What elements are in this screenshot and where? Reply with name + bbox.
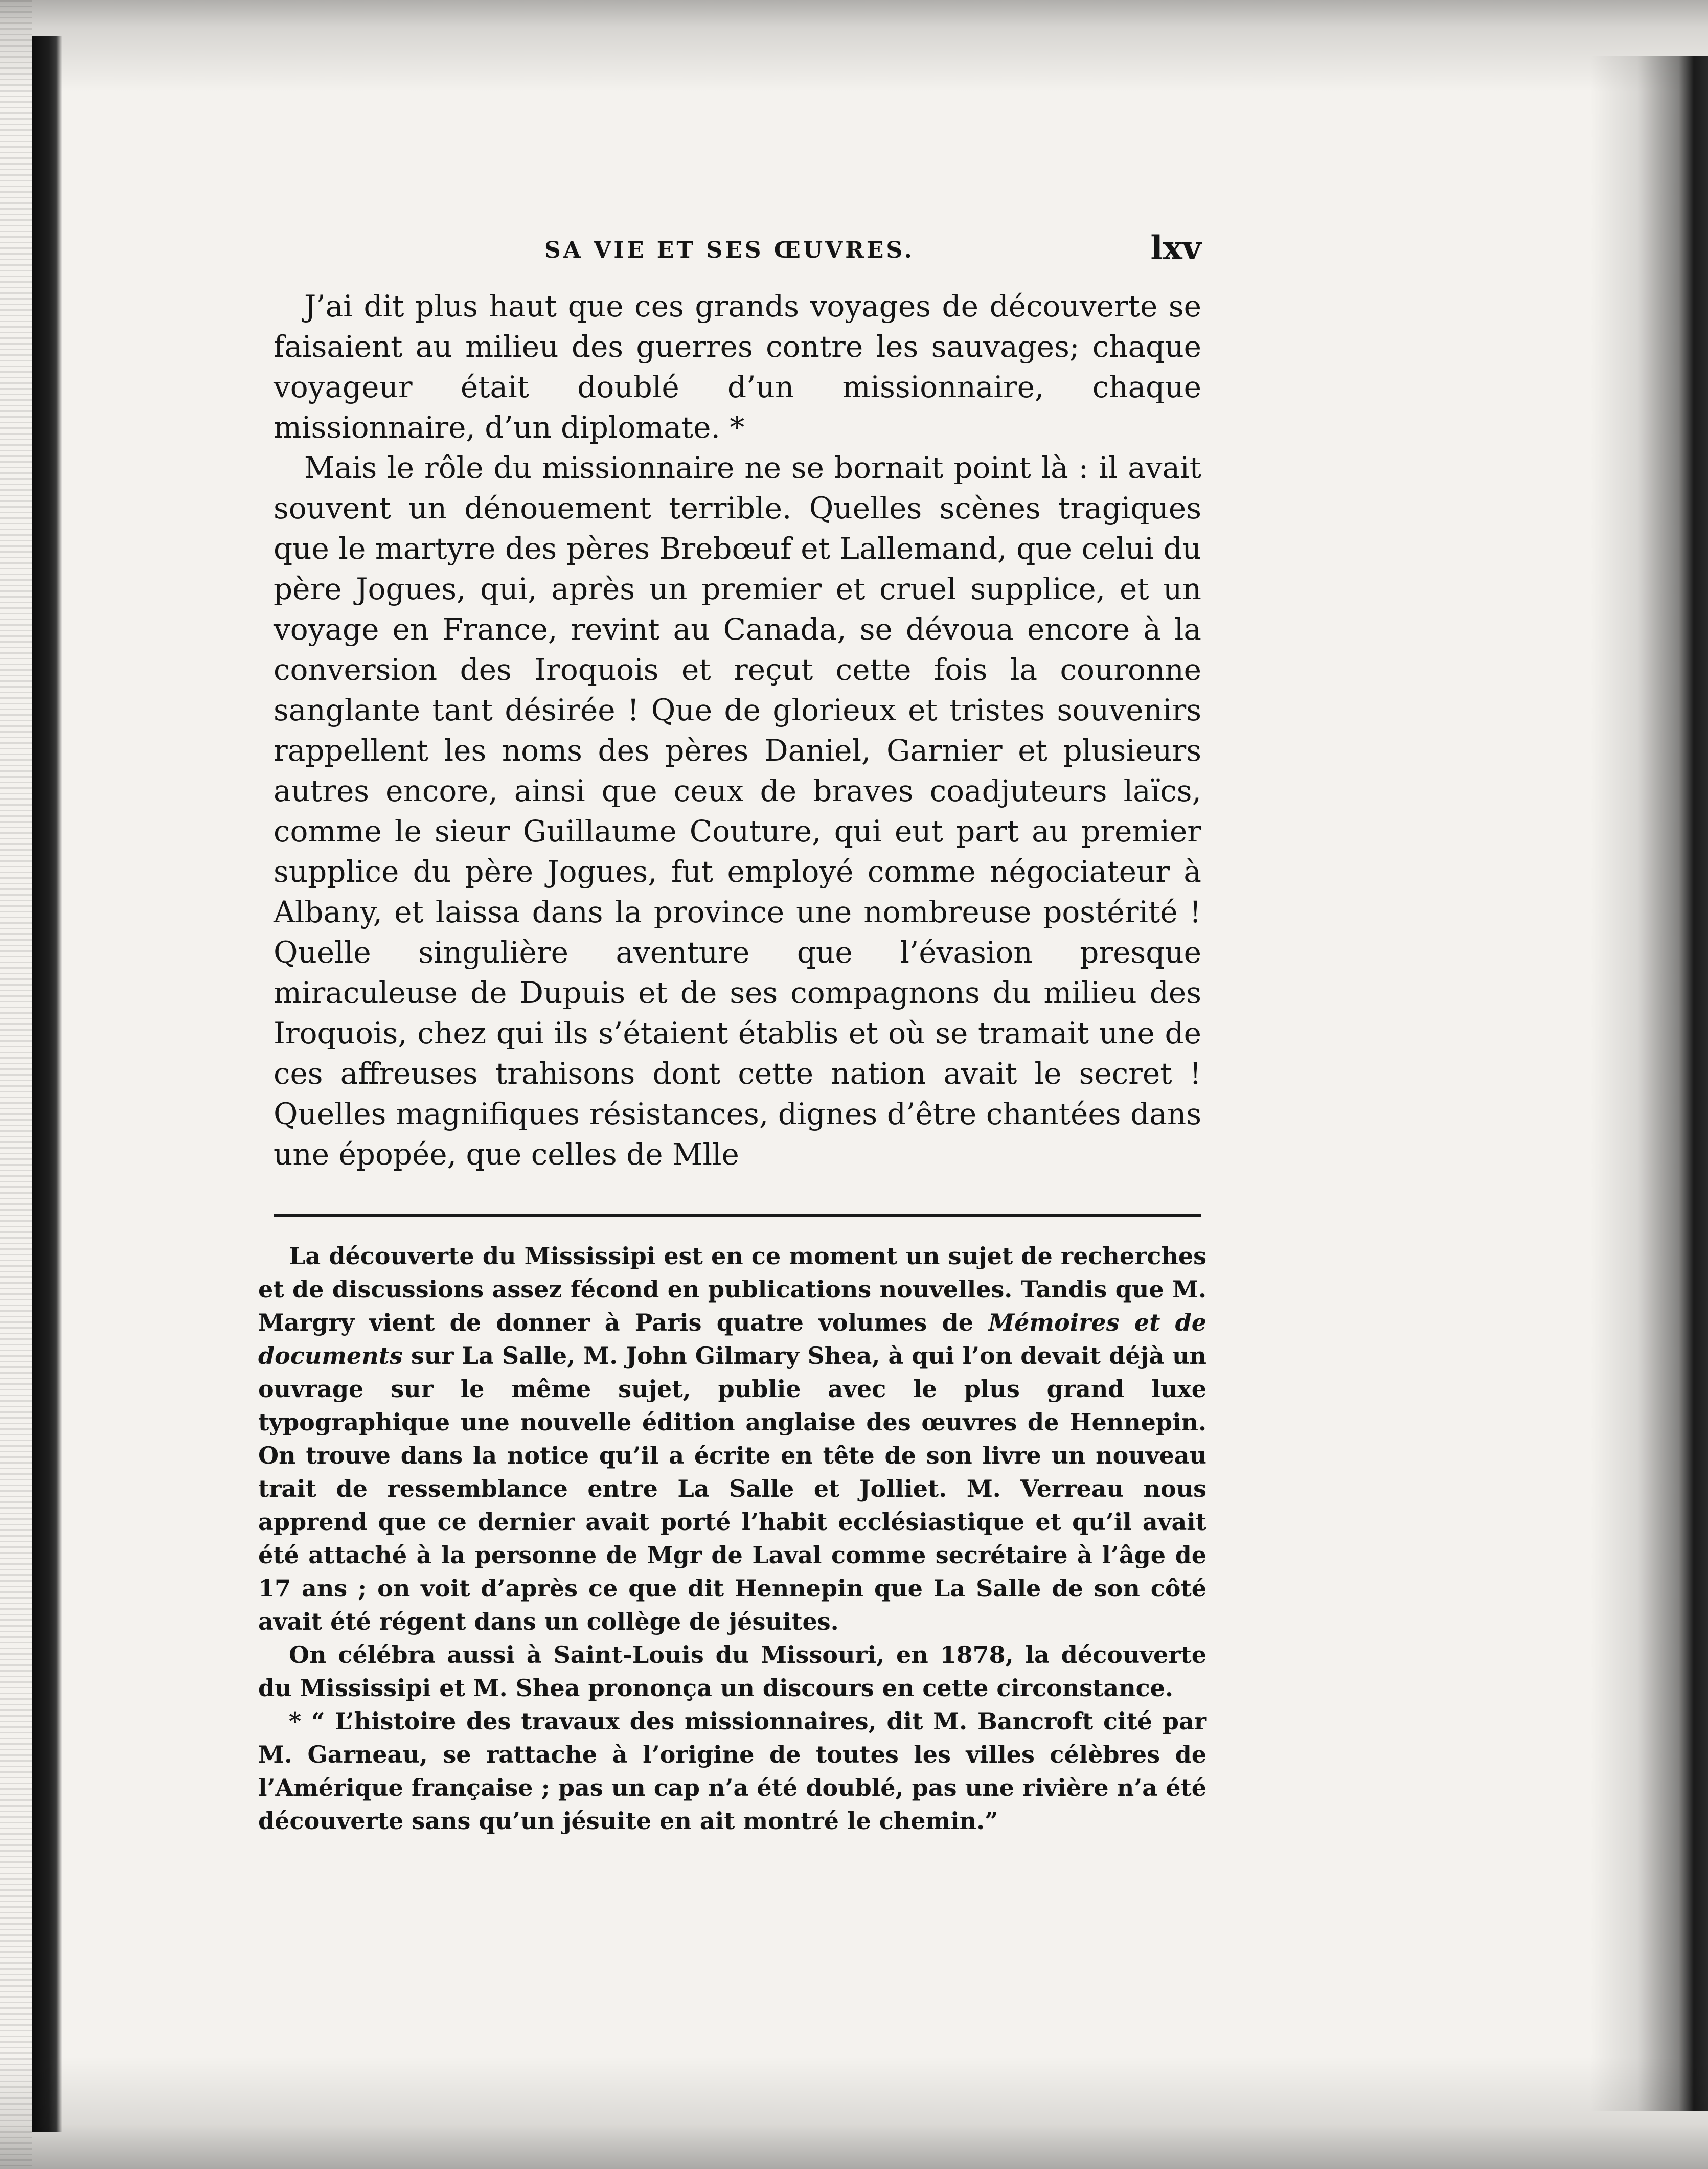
footnote: On célébra aussi à Saint-Louis du Missouri, en 1878, la découverte du Mississipi et M. Shea prononça un discours en cette circonstance. (258, 1641, 1206, 1702)
footnote (258, 1240, 1206, 1638)
footnote-text: La découverte du Mississipi est en ce moment un sujet de recherches et de discussions assez fécond en publications nouvelles. Tandis que M. Margry vient de donner à Paris quatre volumes de (258, 1242, 1206, 1336)
paragraph: Mais le rôle du missionnaire ne se bornait point là : il avait souvent un dénouement terrible. Quelles scènes tragiques que le martyre des pères Brebœuf et Lallemand, que celui du père Jogues, qui, après un premier et cruel supplice, et un voyage en France, revint au Canada, se dévoua encore à la conversion des Iroquois et reçut cette fois la couronne sanglante tant désirée ! Que de glorieux et tristes souvenirs rappellent les noms des pères Daniel, Garnier et plusieurs autres encore, ainsi que ceux de braves coadjuteurs laïcs, comme le sieur Guillaume Couture, qui eut part au premier supplice du père Jogues, fut employé comme négociateur à Albany, et laissa dans la province une nombreuse postérité ! Quelle singulière aventure que l’évasion presque miraculeuse de Dupuis et de ses compagnons du milieu des Iroquois, chez qui ils s’étaient établis et où se tramait une de ces affreuses trahisons dont cette nation avait le secret ! Quelles magnifiques résistances, dignes d’être chantées dans une épopée, que celles de Mlle (274, 450, 1201, 1172)
body-text (274, 286, 1201, 1175)
footnote-asterisk: * “ L’histoire des travaux des missionnaires, dit M. Bancroft cité par M. Garneau, se rattache à l’origine de toutes les villes célèbres de l’Amérique française ; pas un cap n’a été doublé, pas une rivière n’a été découverte sans qu’un jésuite en ait montré le chemin.” (258, 1707, 1206, 1835)
footnote-italic-title: Mémoires et de documents (258, 1309, 1206, 1369)
footnotes (258, 1240, 1206, 1838)
running-head (274, 225, 1201, 271)
footnote-separator-rule (274, 1214, 1201, 1217)
running-head-title: SA VIE ET SES ŒUVRES. (544, 237, 915, 263)
page-number: lxv (1150, 229, 1201, 267)
paragraph: J’ai dit plus haut que ces grands voyages de découverte se faisaient au milieu des guerres contre les sauvages; chaque voyageur était doublé d’un missionnaire, chaque missionnaire, d’un diplomate. * (274, 289, 1201, 445)
footnote-text: sur La Salle, M. John Gilmary Shea, à qui l’on devait déjà un ouvrage sur le même sujet, publie avec le plus grand luxe typographique une nouvelle édition anglaise des œuvres de Hennepin. On trouve dans la notice qu’il a écrite en tête de son livre un nouveau trait de ressemblance entre La Salle et Jolliet. M. Verreau nous apprend que ce dernier avait porté l’habit ecclésiastique et qu’il avait été attaché à la personne de Mgr de Laval comme secrétaire à l’âge de 17 ans ; on voit d’après ce que dit Hennepin que La Salle de son côté avait été régent dans un collège de jésuites. (258, 1342, 1206, 1635)
